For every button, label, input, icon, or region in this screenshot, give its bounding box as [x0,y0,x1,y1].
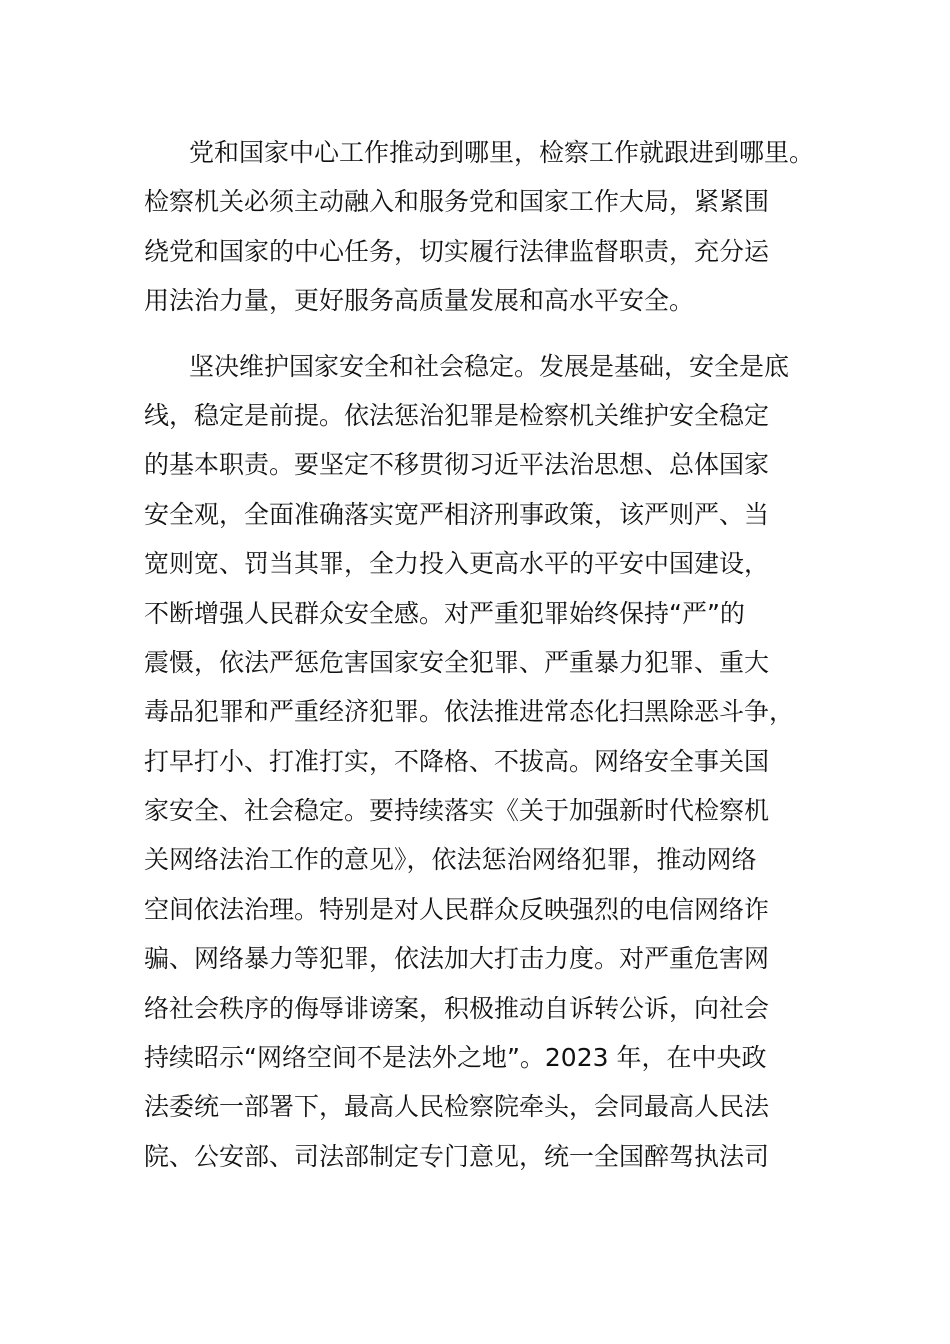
text-line: 空间依法治理。特别是对人民群众反映强烈的电信网络诈 [144,894,770,924]
text-line: 院、公安部、司法部制定专门意见，统一全国醉驾执法司 [144,1141,770,1171]
text-line: 坚决维护国家安全和社会稳定。发展是基础，安全是底 [189,351,790,381]
text-line: 宽则宽、罚当其罪，全力投入更高水平的平安中国建设， [144,549,770,579]
text-line: 法委统一部署下，最高人民检察院牵头，会同最高人民法 [144,1092,770,1122]
text-line: 关网络法治工作的意见》，依法惩治网络犯罪，推动网络 [144,845,757,875]
text-line: 骗、网络暴力等犯罪，依法加大打击力度。对严重危害网 [144,944,770,974]
paragraph-1 [144,128,824,326]
text-line: 绕党和国家的中心任务，切实履行法律监督职责，充分运 [144,236,770,266]
text-line: 络社会秩序的侮辱诽谤案，积极推动自诉转公诉，向社会 [144,993,770,1023]
text-line: 打早打小、打准打实，不降格、不拔高。网络安全事关国 [144,746,770,776]
paragraph-spacer [144,326,824,342]
text-line: 家安全、社会稳定。要持续落实《关于加强新时代检察机 [144,796,770,826]
text-line: 的基本职责。要坚定不移贯彻习近平法治思想、总体国家 [144,450,770,480]
text-line: 持续昭示“网络空间不是法外之地”。2023 年，在中央政 [144,1043,767,1073]
text-line: 不断增强人民群众安全感。对严重犯罪始终保持“严”的 [144,598,745,628]
text-line: 线，稳定是前提。依法惩治犯罪是检察机关维护安全稳定 [144,400,770,430]
text-line: 用法治力量，更好服务高质量发展和高水平安全。 [144,286,695,316]
document-body [144,128,824,1181]
paragraph-2 [144,342,824,1182]
text-line: 安全观，全面准确落实宽严相济刑事政策，该严则严、当 [144,499,770,529]
text-line: 检察机关必须主动融入和服务党和国家工作大局，紧紧围 [144,187,770,217]
text-line: 毒品犯罪和严重经济犯罪。依法推进常态化扫黑除恶斗争， [144,697,795,727]
text-line: 震慑，依法严惩危害国家安全犯罪、严重暴力犯罪、重大 [144,647,770,677]
text-line: 党和国家中心工作推动到哪里，检察工作就跟进到哪里。 [189,138,815,167]
